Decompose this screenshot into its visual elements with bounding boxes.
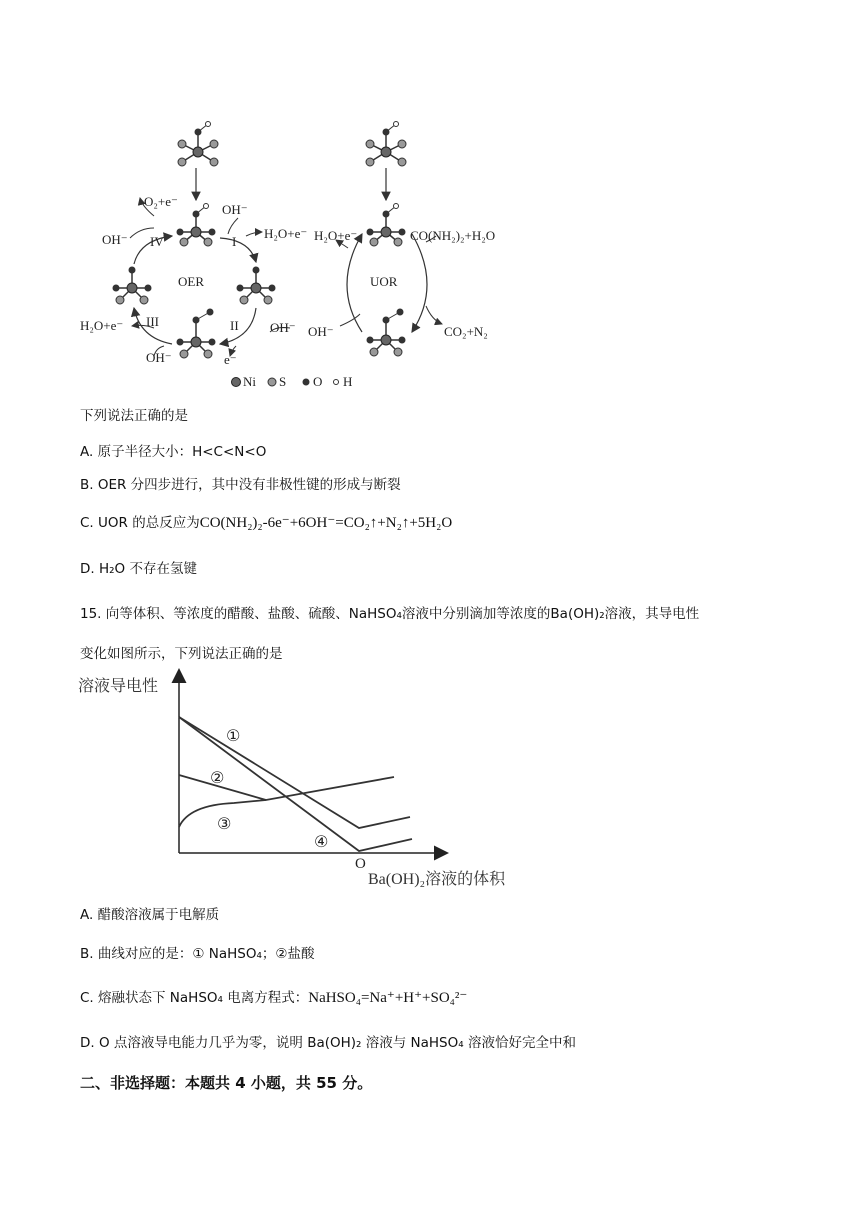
option-text: 熔融状态下 NaHSO₄ 电离方程式： (98, 990, 309, 1006)
curve-label-3: ③ (217, 814, 232, 833)
oer-label-bottom-oh: OH⁻ (146, 350, 172, 365)
option-letter: D. (80, 561, 95, 577)
q14-option-b[interactable] (80, 473, 401, 493)
q14-option-c[interactable] (80, 511, 452, 532)
option-text: H₂O 不存在氢键 (98, 561, 197, 577)
option-text: OER 分四步进行，其中没有非极性键的形成与断裂 (97, 477, 401, 493)
chart-ylabel: 溶液导电性 (78, 676, 159, 695)
uor-cycle-molecule-top (367, 204, 406, 247)
conductivity-chart (74, 665, 534, 895)
option-letter: D. (80, 1035, 95, 1051)
oer-step-iv: IV (150, 234, 164, 249)
option-text: 原子半径大小：H<C<N<O (97, 444, 267, 460)
q14-option-d[interactable] (80, 557, 197, 577)
oer-cycle-molecule-bottom (177, 309, 216, 359)
legend-o: O (313, 374, 323, 389)
section-2-title: 二、非选择题：本题共 4 小题，共 55 分。 (80, 1074, 373, 1092)
uor-center-label: UOR (370, 274, 398, 289)
option-text: UOR 的总反应为 (98, 515, 200, 531)
q14-option-a[interactable] (80, 440, 266, 460)
oer-label-bottom-left: H₂O+e⁻ (80, 318, 124, 333)
uor-top-molecule (366, 122, 406, 167)
q15-stem-line2: 变化如图所示，下列说法正确的是 (80, 646, 283, 662)
option-letter: B. (80, 946, 94, 962)
oer-label-left-oh: OH⁻ (102, 232, 128, 247)
oer-label-e-minus: e⁻ (224, 352, 237, 367)
q15-option-d[interactable] (80, 1031, 576, 1051)
oer-label-right-out: H₂O+e⁻ (264, 226, 308, 241)
uor-cycle-molecule-bottom (367, 309, 406, 357)
option-formula: CO(NH₂)₂-6e⁻+6OH⁻=CO₂↑+N₂↑+5H₂O (199, 515, 453, 531)
oer-step-iii: III (146, 314, 159, 329)
oer-center-label: OER (178, 274, 204, 289)
legend (232, 374, 353, 389)
oer-label-right-oh: OH⁻ (270, 320, 296, 335)
curve-label-2: ② (210, 768, 225, 787)
uor-label-right-bottom: CO₂+N₂ (444, 324, 488, 339)
oer-label-top-left: O₂+e⁻ (144, 194, 178, 209)
option-letter: C. (80, 990, 94, 1006)
option-formula: NaHSO₄=Na⁺+H⁺+SO₄²⁻ (308, 990, 468, 1006)
option-text: 曲线对应的是：① NaHSO₄；②盐酸 (97, 946, 315, 962)
oer-label-oh-top: OH⁻ (222, 202, 248, 217)
option-letter: B. (80, 477, 94, 493)
curve-label-1: ① (226, 726, 241, 745)
chart-xlabel: Ba(OH)₂溶液的体积 (368, 871, 506, 888)
oer-cycle-molecule-left (113, 267, 152, 305)
oer-cycle-molecule-right (237, 267, 276, 305)
option-text: 醋酸溶液属于电解质 (97, 907, 220, 923)
legend-h: H (343, 374, 353, 389)
q15-stem-line1 (80, 602, 699, 622)
q15-option-b[interactable] (80, 942, 315, 962)
mechanism-figure (70, 110, 530, 395)
q15-option-a[interactable] (80, 903, 219, 923)
oer-cycle-molecule-top (177, 204, 216, 247)
uor-label-left-top: H₂O+e⁻ (314, 228, 358, 243)
option-letter: C. (80, 515, 94, 531)
legend-ni: Ni (243, 374, 256, 389)
uor-label-left-bottom: OH⁻ (308, 324, 334, 339)
legend-s: S (279, 374, 287, 389)
oer-top-molecule (178, 122, 218, 167)
option-letter: A. (80, 444, 94, 460)
option-text: O 点溶液导电能力几乎为零，说明 Ba(OH)₂ 溶液与 NaHSO₄ 溶液恰好完全中和 (98, 1035, 576, 1051)
q15-option-c[interactable] (80, 986, 467, 1007)
uor-label-right-top: CO(NH₂)₂+H₂O (410, 228, 496, 243)
q14-stem: 下列说法正确的是 (80, 408, 188, 424)
origin-point-label: O (355, 856, 366, 872)
question-text: 向等体积、等浓度的醋酸、盐酸、硫酸、NaHSO₄溶液中分别滴加等浓度的Ba(OH)₂溶液，其导电性 (105, 606, 700, 622)
option-letter: A. (80, 907, 94, 923)
oer-step-i: I (232, 234, 237, 249)
curve-label-4: ④ (314, 832, 329, 851)
question-number: 15. (80, 606, 102, 622)
oer-step-ii: II (230, 318, 239, 333)
